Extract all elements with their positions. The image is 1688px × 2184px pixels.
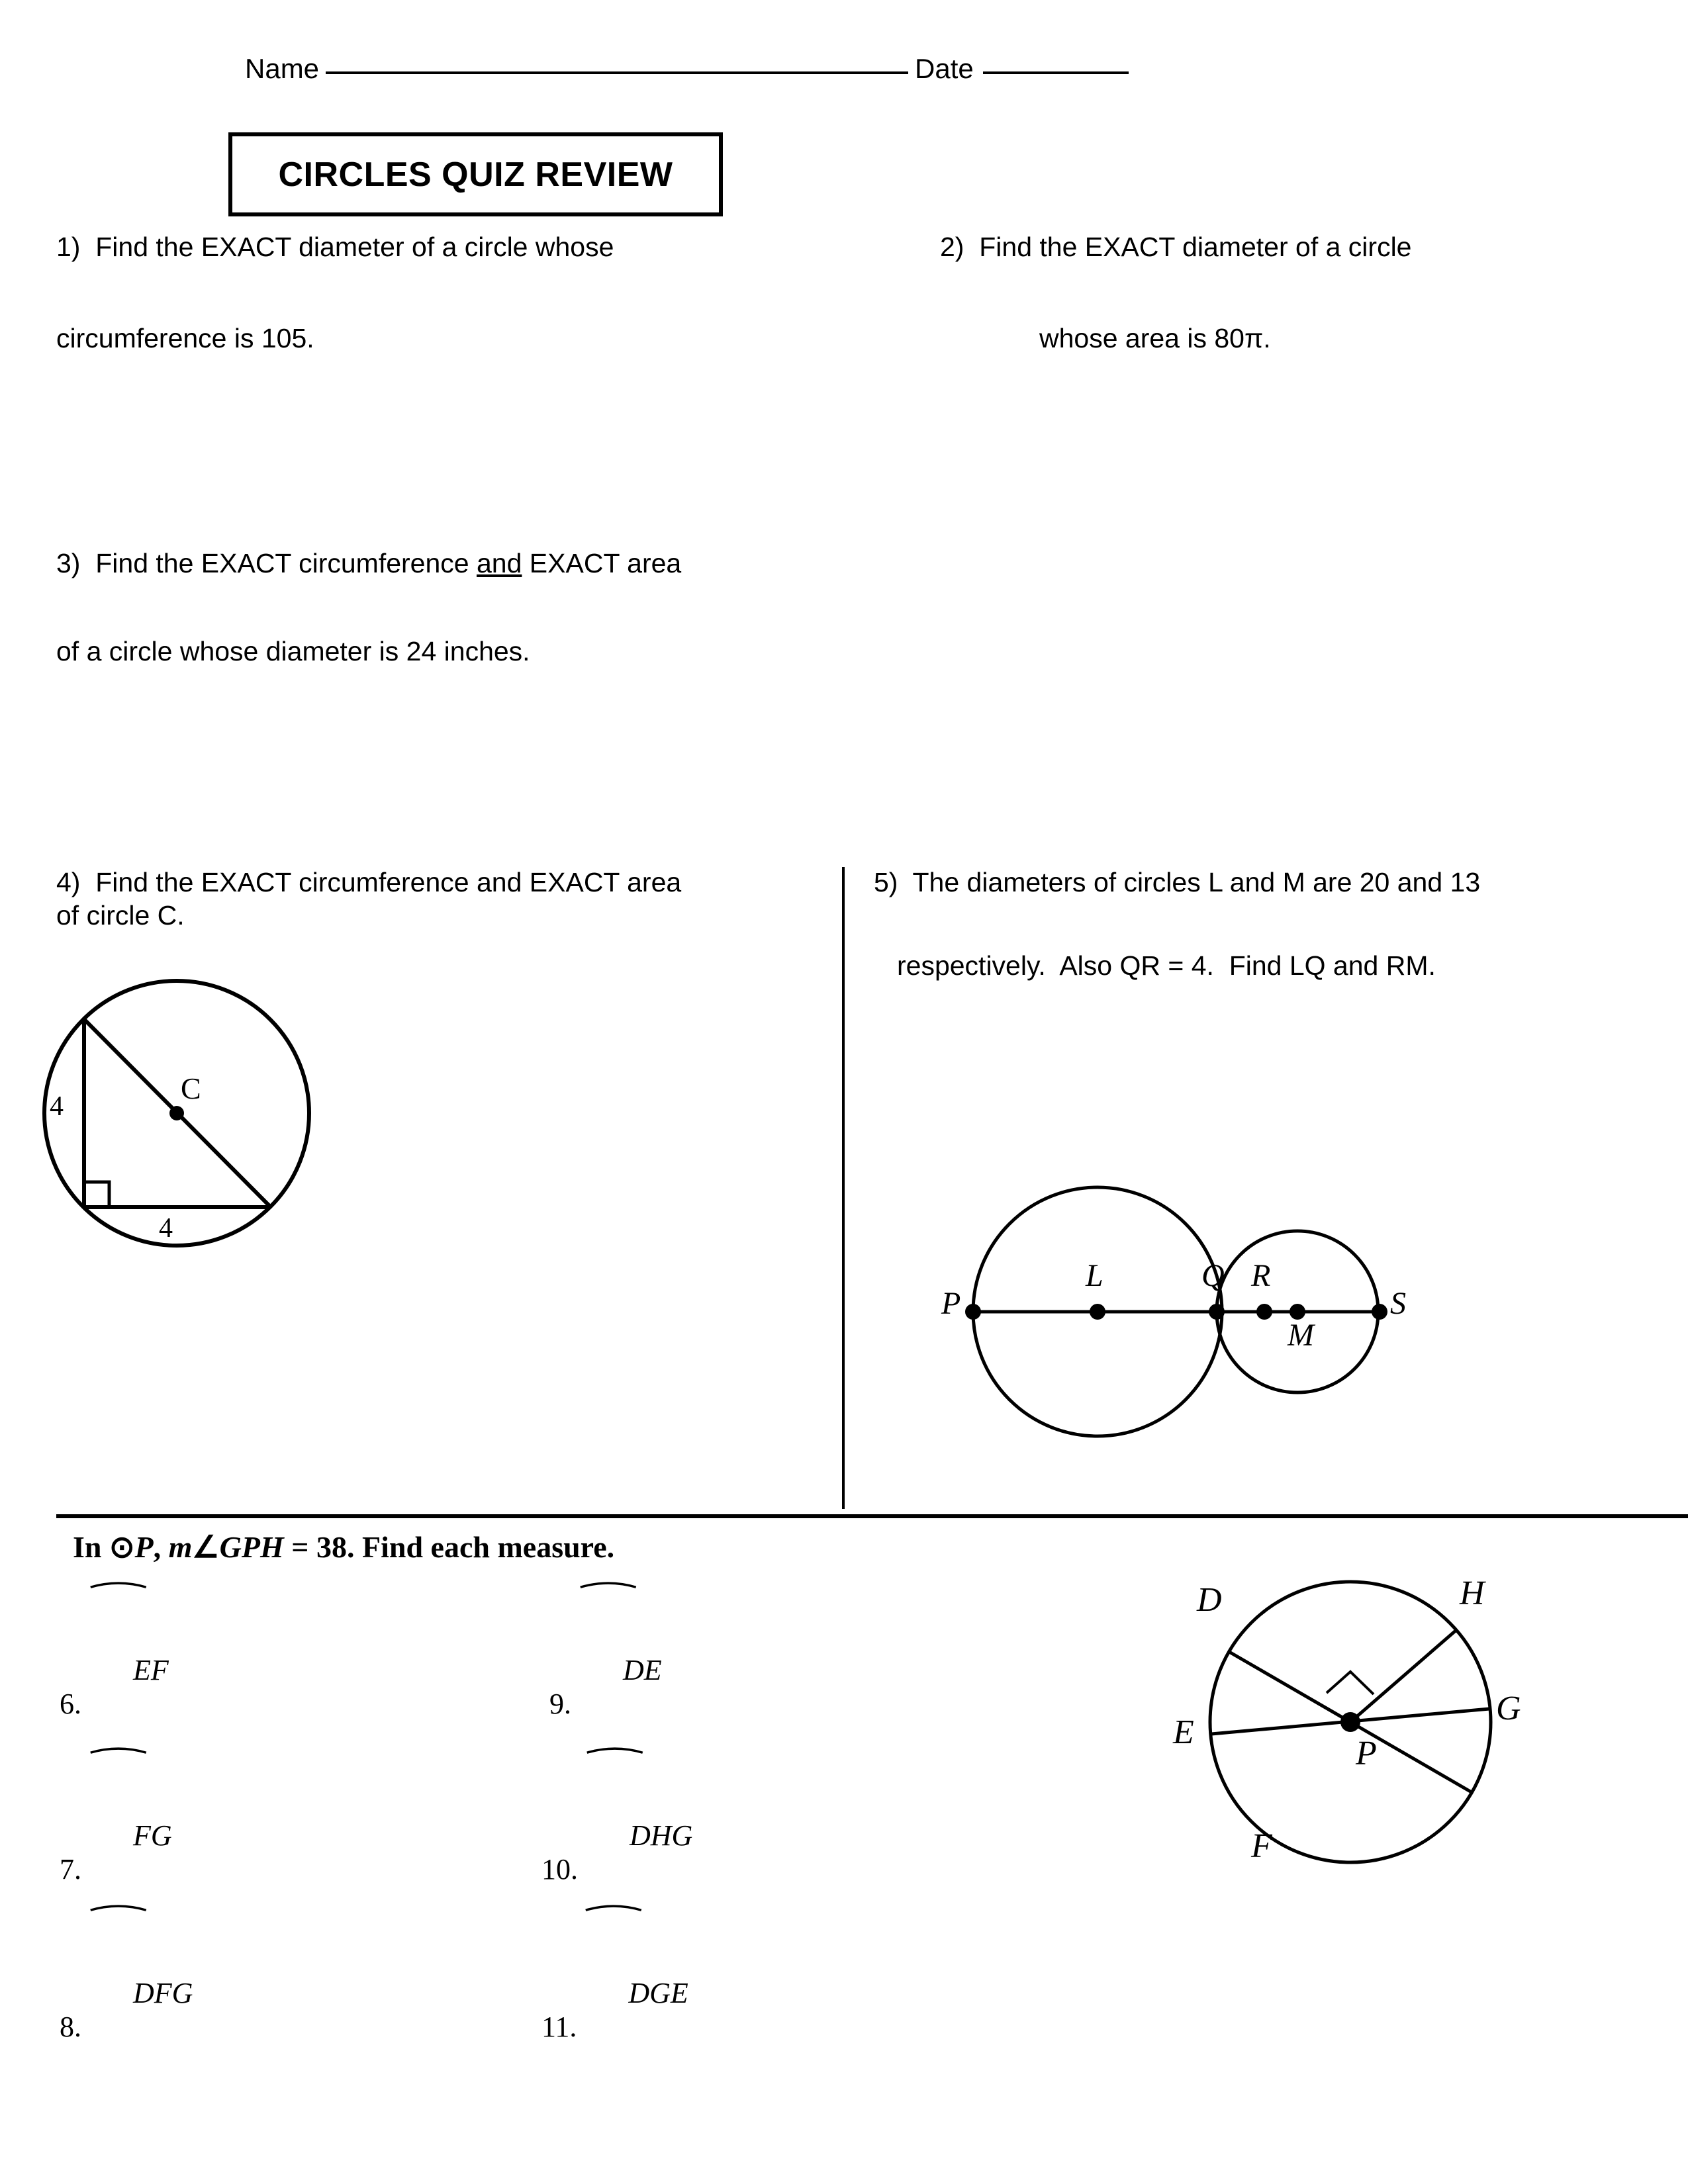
page-title: CIRCLES QUIZ REVIEW (278, 155, 673, 194)
arc-item-10-number: 10. (541, 1853, 578, 1886)
arc-hat-icon (89, 1902, 148, 1911)
circle-c-center-label: C (181, 1071, 201, 1105)
circle-p-label-e: E (1173, 1713, 1194, 1751)
vertical-divider (842, 867, 845, 1509)
question-4-line-1: 4) Find the EXACT circumference and EXACT area (56, 867, 682, 897)
figure-circle-c (36, 960, 354, 1267)
question-5-line-1: 5) The diameters of circles L and M are 20 and 13 (874, 867, 1481, 897)
question-2-line-1: 2) Find the EXACT diameter of a circle (940, 232, 1412, 262)
heading-m: m (168, 1530, 193, 1564)
figure-two-circles (927, 1092, 1523, 1492)
circle-p-label-h: H (1460, 1574, 1485, 1612)
arc-item-7-label (89, 1747, 172, 1886)
arc-item-10-label (586, 1747, 692, 1886)
lower-section-heading (73, 1529, 614, 1565)
arc-item-7-text: FG (133, 1819, 172, 1852)
arc-item-6-number: 6. (60, 1688, 81, 1720)
heading-p: P (134, 1530, 154, 1564)
circle-p-label-f: F (1251, 1827, 1272, 1865)
question-1-line-2: circumference is 105. (56, 323, 314, 353)
arc-item-9-label (579, 1582, 662, 1721)
heading-in-circle: In ⊙ (73, 1530, 135, 1564)
two-circles-label-q: Q (1201, 1258, 1225, 1293)
question-3-line-1 (56, 549, 681, 578)
circle-p-label-g: G (1496, 1690, 1521, 1727)
date-label: Date (915, 53, 974, 84)
arc-item-7 (60, 1747, 172, 1886)
arc-item-11-number: 11. (541, 2011, 577, 2043)
name-blank-line[interactable] (326, 71, 908, 74)
arc-item-8-text: DFG (133, 1977, 193, 2009)
two-circles-label-l: L (1086, 1258, 1103, 1293)
arc-hat-icon (579, 1579, 637, 1588)
heading-gph: GPH (219, 1530, 284, 1564)
question-1-line-1: 1) Find the EXACT diameter of a circle whose (56, 232, 614, 262)
question-3-line-2: of a circle whose diameter is 24 inches. (56, 636, 530, 666)
arc-item-8 (60, 1905, 193, 2044)
arc-item-11-text: DGE (628, 1977, 688, 2009)
arc-item-11-label (585, 1905, 688, 2044)
arc-item-6-text: EF (133, 1654, 169, 1686)
arc-item-6 (60, 1582, 169, 1721)
circle-p-label-d: D (1197, 1581, 1222, 1619)
circle-p-label-center: P (1356, 1735, 1377, 1772)
heading-comma: , (153, 1530, 169, 1564)
name-label: Name (245, 53, 320, 84)
two-circles-label-p: P (941, 1286, 961, 1321)
question-2-line-2: whose area is 80π. (1039, 323, 1271, 353)
arc-hat-icon (89, 1745, 148, 1754)
two-circles-label-r: R (1251, 1258, 1271, 1293)
arc-item-6-label (89, 1582, 169, 1721)
date-blank-line[interactable] (983, 71, 1129, 74)
arc-item-10 (541, 1747, 692, 1886)
two-circles-label-s: S (1390, 1286, 1406, 1321)
arc-hat-icon (585, 1902, 643, 1911)
worksheet-title-box (228, 132, 723, 216)
figure-circle-p (1173, 1542, 1595, 1942)
circle-c-vertical-leg-label: 4 (50, 1091, 64, 1122)
arc-item-11 (541, 1905, 688, 2044)
two-circles-label-m: M (1288, 1318, 1314, 1353)
circle-c-horizontal-leg-label: 4 (159, 1213, 173, 1244)
horizontal-divider (56, 1514, 1688, 1518)
heading-tail: = 38. Find each measure. (283, 1530, 615, 1564)
arc-item-8-label (89, 1905, 193, 2044)
arc-hat-icon (89, 1579, 148, 1588)
question-4-line-2: of circle C. (56, 900, 185, 931)
angle-icon: ∠ (192, 1530, 220, 1564)
arc-item-9-number: 9. (549, 1688, 571, 1720)
arc-item-8-number: 8. (60, 2011, 81, 2043)
arc-item-9 (549, 1582, 662, 1721)
arc-item-7-number: 7. (60, 1853, 81, 1886)
arc-item-10-text: DHG (630, 1819, 693, 1852)
arc-hat-icon (586, 1745, 644, 1754)
question-5-line-2: respectively. Also QR = 4. Find LQ and RM. (897, 950, 1436, 981)
question-3-underlined-and: and (476, 548, 522, 578)
arc-item-9-text: DE (623, 1654, 662, 1686)
question-3-text-b: EXACT area (522, 548, 682, 578)
name-date-row (245, 53, 1129, 85)
question-3-text-a: 3) Find the EXACT circumference (56, 548, 477, 578)
